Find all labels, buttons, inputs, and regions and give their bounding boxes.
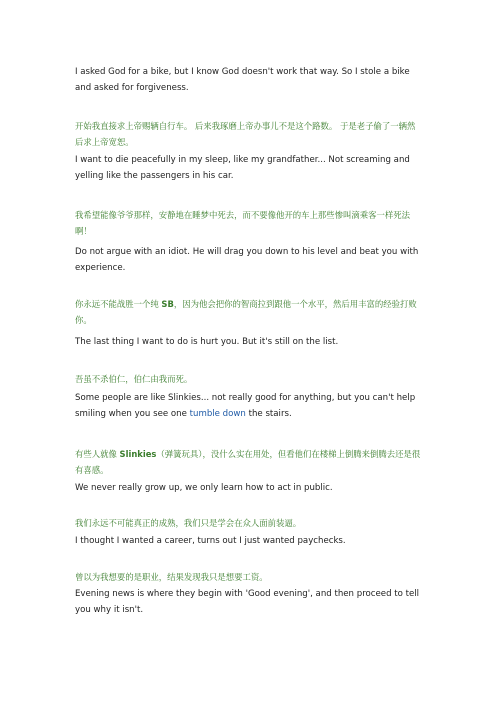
chinese-text: 吾虽不杀伯仁，伯仁由我而死。 (75, 374, 193, 384)
chinese-text: 我希望能像爷爷那样，安静地在睡梦中死去，而不要像他开的车上那些惨叫滴乘客一样死法啊！ (75, 210, 410, 236)
english-text: Evening news is where they begin with 'Good evening', and then proceed to tell you why it isn't. (75, 589, 420, 615)
highlight-term: SB (161, 299, 174, 309)
chinese-text-part: 你永远不能战胜一个纯 (75, 299, 162, 309)
translation-block-1 (75, 119, 423, 150)
english-text (75, 390, 423, 422)
joke-block-7 (75, 533, 423, 549)
chinese-text (75, 297, 423, 328)
english-text-part: the stairs. (245, 409, 292, 419)
english-text: I want to die peacefully in my sleep, like my grandfather... Not screaming and yelling like the passengers in his car. (75, 155, 410, 181)
english-text: We never really grow up, we only learn how to act in public. (75, 483, 333, 493)
english-text: I thought I wanted a career, turns out I just wanted paychecks. (75, 536, 346, 546)
joke-block-5 (75, 390, 423, 422)
highlight-phrase: tumble down (189, 409, 246, 419)
translation-block-3 (75, 297, 423, 328)
chinese-text (75, 447, 423, 478)
chinese-text-part: （弹簧玩具），没什么实在用处，但看他们在楼梯上倒腾来倒腾去还是很有喜感。 (75, 449, 421, 475)
translation-block-6 (75, 516, 423, 532)
english-text-part: Some people are like Slinkies... not really good for anything, but you can't help smiling when you see one (75, 393, 416, 419)
joke-block-2 (75, 152, 423, 184)
joke-block-1 (75, 64, 423, 96)
chinese-text-part: 有些人就像 (75, 449, 120, 459)
highlight-term: Slinkies (119, 449, 157, 459)
translation-block-2 (75, 208, 423, 239)
joke-block-3 (75, 244, 423, 276)
joke-block-4 (75, 334, 423, 350)
translation-block-5 (75, 447, 423, 478)
joke-block-8 (75, 586, 423, 618)
chinese-text: 我们永远不可能真正的成熟，我们只是学会在众人面前装逼。 (75, 518, 302, 528)
english-text: Do not argue with an idiot. He will drag you down to his level and beat you with experience. (75, 247, 419, 273)
english-text: I asked God for a bike, but I know God doesn't work that way. So I stole a bike and asked for forgiveness. (75, 67, 410, 93)
translation-block-4 (75, 372, 423, 388)
chinese-text: 曾以为我想要的是职业，结果发现我只是想要工资。 (75, 572, 268, 582)
chinese-text-part: ，因为他会把你的智商拉到跟他一个水平，然后用丰富的经验打败你。 (75, 299, 417, 325)
english-text: The last thing I want to do is hurt you. But it's still on the list. (75, 337, 339, 347)
chinese-text: 开始我直接求上帝赐辆自行车。 后来我琢磨上帝办事儿不是这个路数。 于是老子偷了一辆然后求上帝宽恕。 (75, 121, 416, 147)
joke-block-6 (75, 480, 423, 496)
translation-block-7 (75, 570, 423, 586)
